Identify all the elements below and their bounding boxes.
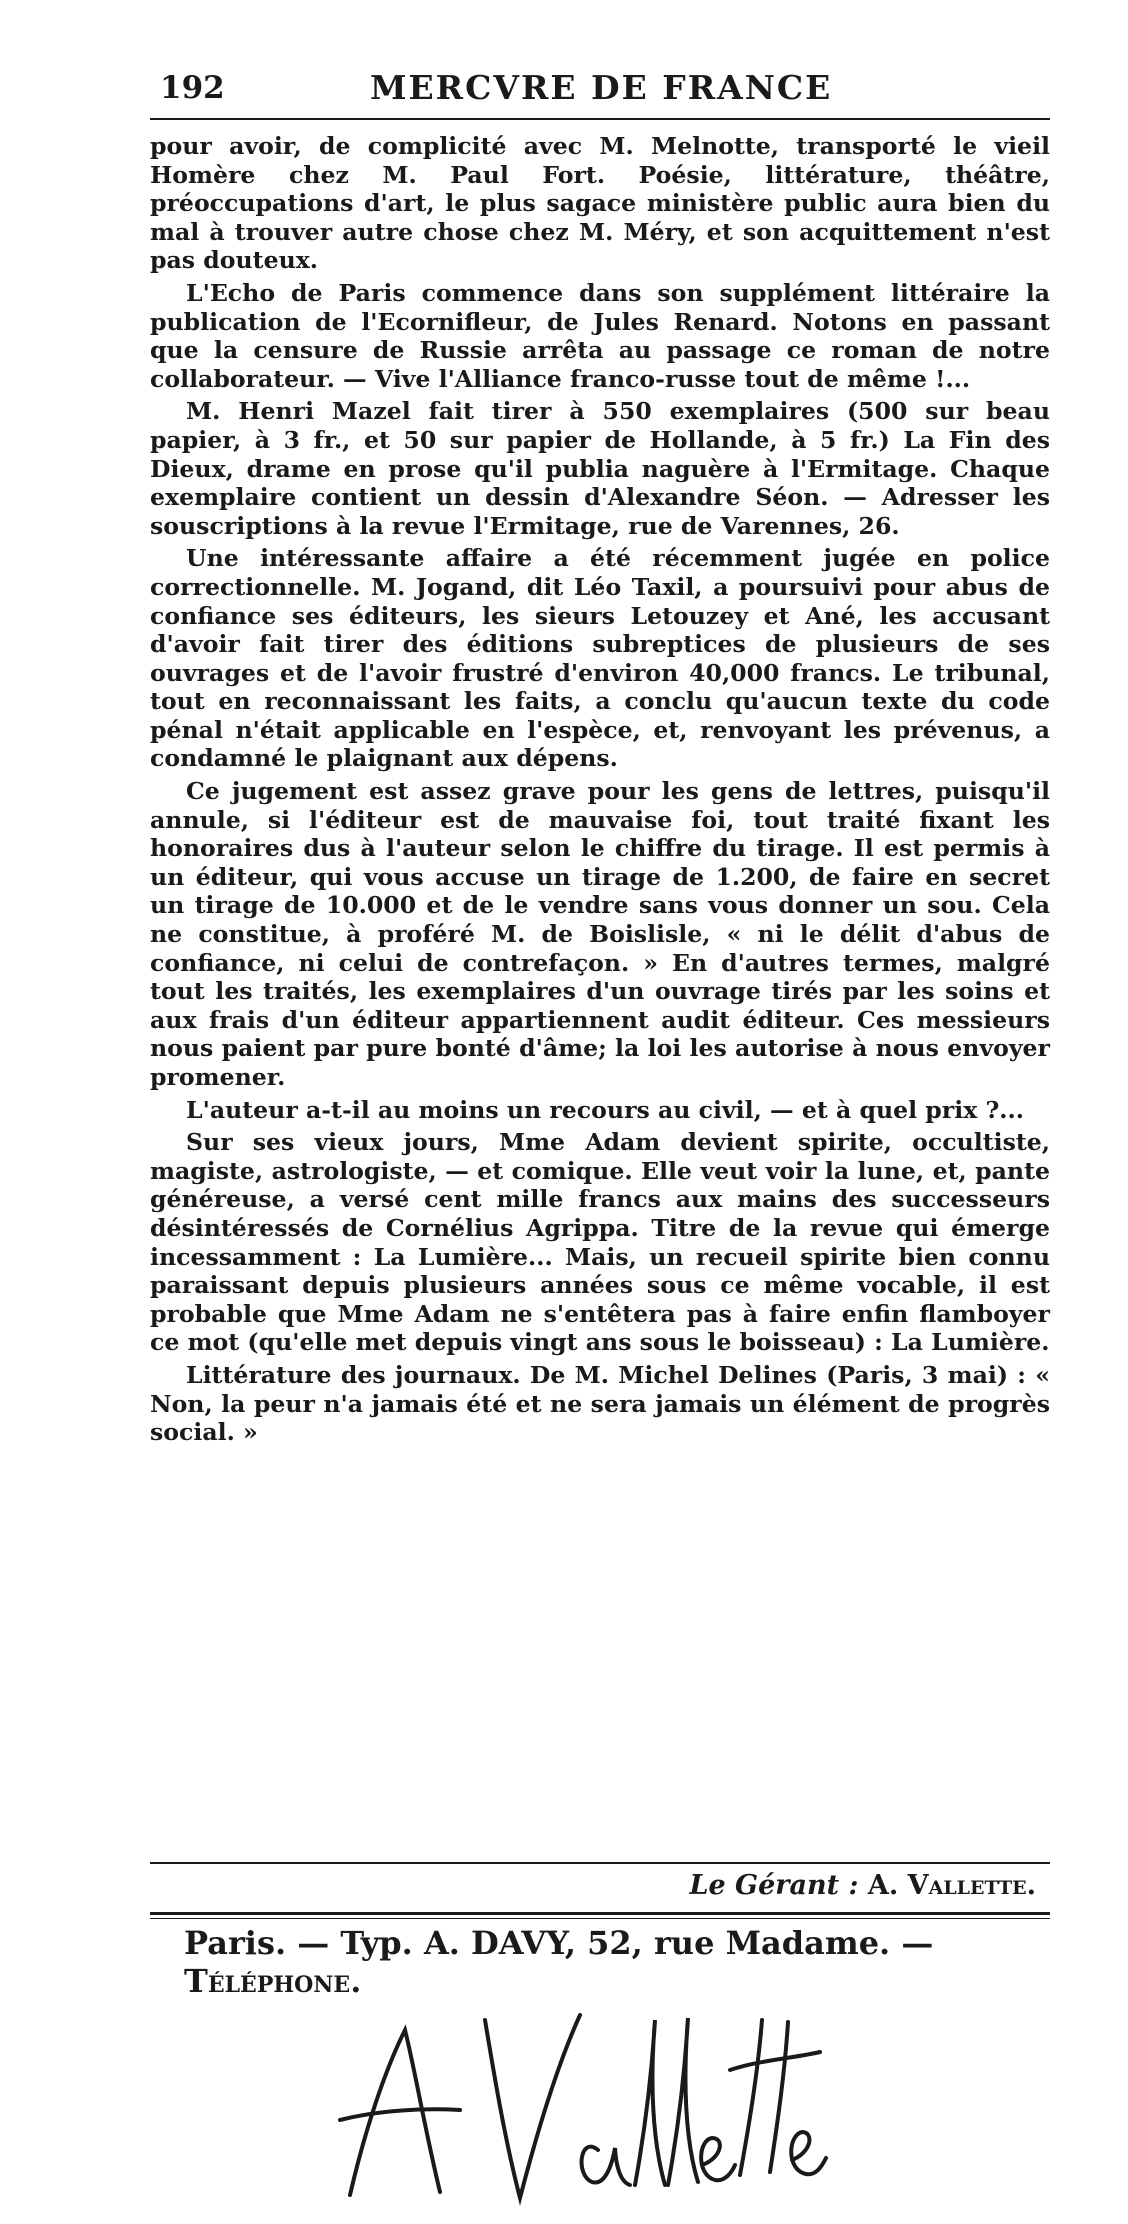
paragraph-henri-mazel: M. Henri Mazel fait tirer à 550 exemplaires (500 sur beau papier, à 3 fr., et 50 sur papier de Hollande, à 5 fr.) La Fin des Dieux, drame en prose qu'il publia naguère à l'Ermitage. Chaque exemplaire contient un dessin d'Alexandre Séon. — Adresser les souscriptions à la revue l'Ermitage, rue de Varennes, 26. [150,397,1050,540]
running-title: MERCVRE DE FRANCE [370,68,833,107]
paragraph-recours-civil: L'auteur a-t-il au moins un recours au civil, — et à quel prix ?... [186,1095,1024,1124]
header-rule [150,118,1050,120]
page-header [150,66,1050,116]
paragraph-mme-adam: Sur ses vieux jours, Mme Adam devient spirite, occultiste, magiste, astrologiste, — et comique. Elle veut voir la lune, et, pante généreuse, a versé cent mille francs aux mains des successeurs désintéressés de Cornélius Agrippa. Titre de la revue qui émerge incessamment : La Lumière... Mais, un recueil spirite bien connu paraissant depuis plusieurs années sous ce même vocable, il est probable que Mme Adam ne s'entêtera pas à faire enfin flamboyer ce mot (qu'elle met depuis vingt ans sous le boisseau) : La Lumière. [150,1128,1050,1357]
paragraph-melnotte: pour avoir, de complicité avec M. Melnotte, transporté le vieil Homère chez M. Paul Fort. Poésie, littérature, théâtre, préoccupations d'art, le plus sagace ministère public aura bien du mal à trouver autre chose chez M. Méry, et son acquittement n'est pas douteux. [150,132,1050,275]
paragraph-jugement: Ce jugement est assez grave pour les gens de lettres, puisqu'il annule, si l'éditeur est de mauvaise foi, tout traité fixant les honoraires dus à l'auteur selon le chiffre du tirage. Il est permis à un éditeur, qui vous accuse un tirage de 1.200, de faire en secret un tirage de 10.000 et de le vendre sans vous donner un sou. Cela ne constitue, à proféré M. de Boislisle, « ni le délit d'abus de confiance, ni celui de contrefaçon. » En d'autres termes, malgré tout les traités, les exemplaires d'un ouvrage tirés par les soins et aux frais d'un éditeur appartiennent audit éditeur. Ces messieurs nous paient par pure bonté d'âme; la loi les autorise à nous envoyer promener. [150,777,1050,1091]
article-body [150,132,1050,1451]
paragraph-leo-taxil: Une intéressante affaire a été récemment jugée en police correctionnelle. M. Jogand, dit Léo Taxil, a poursuivi pour abus de confiance ses éditeurs, les sieurs Letouzey et Ané, les accusant d'avoir fait tirer des éditions subreptices de plusieurs de ses ouvrages et de l'avoir frustré d'environ 40,000 francs. Le tribunal, tout en reconnaissant les faits, a conclu qu'aucun texte du code pénal n'était applicable en l'espèce, et, renvoyant les prévenus, a condamné le plaignant aux dépens. [150,544,1050,773]
paragraph-echo-de-paris: L'Echo de Paris commence dans son supplément littéraire la publication de l'Ecornifleur, de Jules Renard. Notons en passant que la censure de Russie arrêta au passage ce roman de notre collaborateur. — Vive l'Alliance franco-russe tout de même !... [150,278,1050,393]
gerant-signature [689,1870,1036,1901]
paragraph-delines: Littérature des journaux. De M. Michel Delines (Paris, 3 mai) : « Non, la peur n'a jamais été et ne sera jamais un élément de progrès social. » [150,1360,1050,1447]
handwritten-signature-icon [330,1960,830,2210]
imprint-rule-thick [150,1912,1050,1915]
imprint-text: Paris. — Typ. A. DAVY, 52, rue Madame. — [184,1924,934,1962]
imprint-telephone: Téléphone. [184,1962,362,2000]
page-number: 192 [160,70,225,106]
gerant-label: Le Gérant : [689,1870,859,1901]
imprint-rule-thin [150,1918,1050,1919]
signature-rule [150,1862,1050,1864]
gerant-name: A. Vallette. [867,1870,1036,1901]
